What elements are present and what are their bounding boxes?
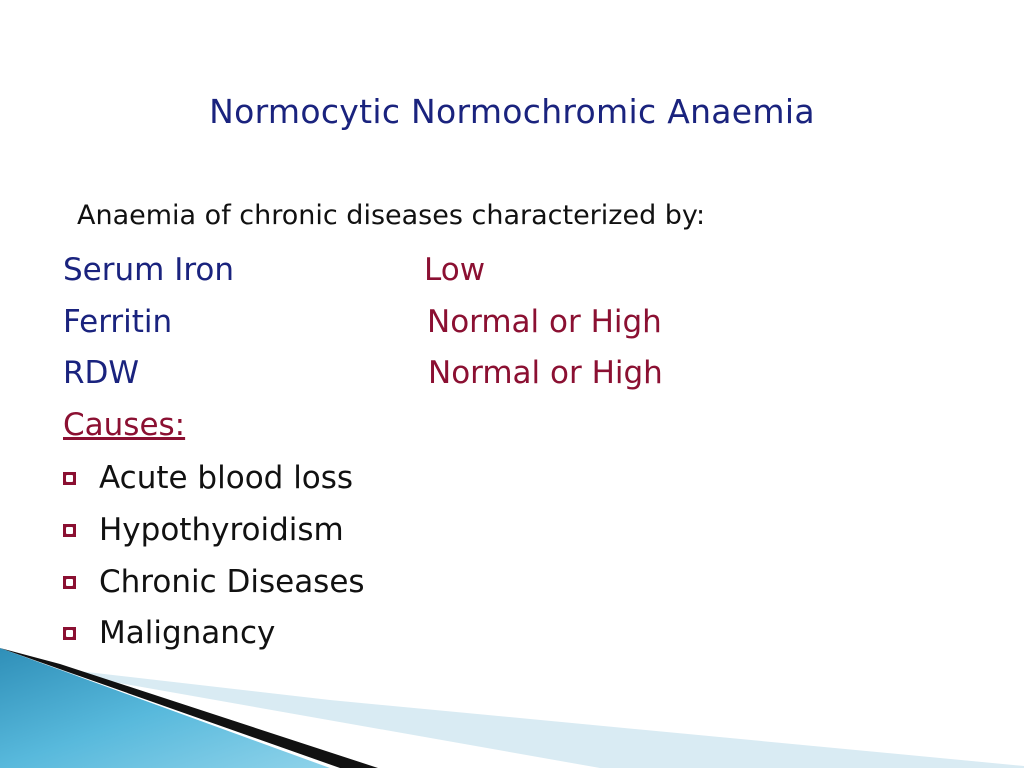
finding-value: Normal or High xyxy=(428,355,663,391)
slide-title: Normocytic Normochromic Anaemia xyxy=(209,92,815,131)
finding-value: Normal or High xyxy=(427,304,662,340)
cause-text: Chronic Diseases xyxy=(99,564,365,600)
finding-label: Serum Iron xyxy=(63,252,235,288)
finding-value: Low xyxy=(424,252,486,288)
cause-text: Acute blood loss xyxy=(99,460,354,496)
cause-text: Malignancy xyxy=(99,615,276,651)
finding-label: RDW xyxy=(63,355,140,391)
intro-text: Anaemia of chronic diseases characterized by: xyxy=(77,200,706,231)
finding-label: Ferritin xyxy=(63,304,173,340)
causes-heading: Causes: xyxy=(63,407,186,443)
cause-text: Hypothyroidism xyxy=(99,512,344,548)
